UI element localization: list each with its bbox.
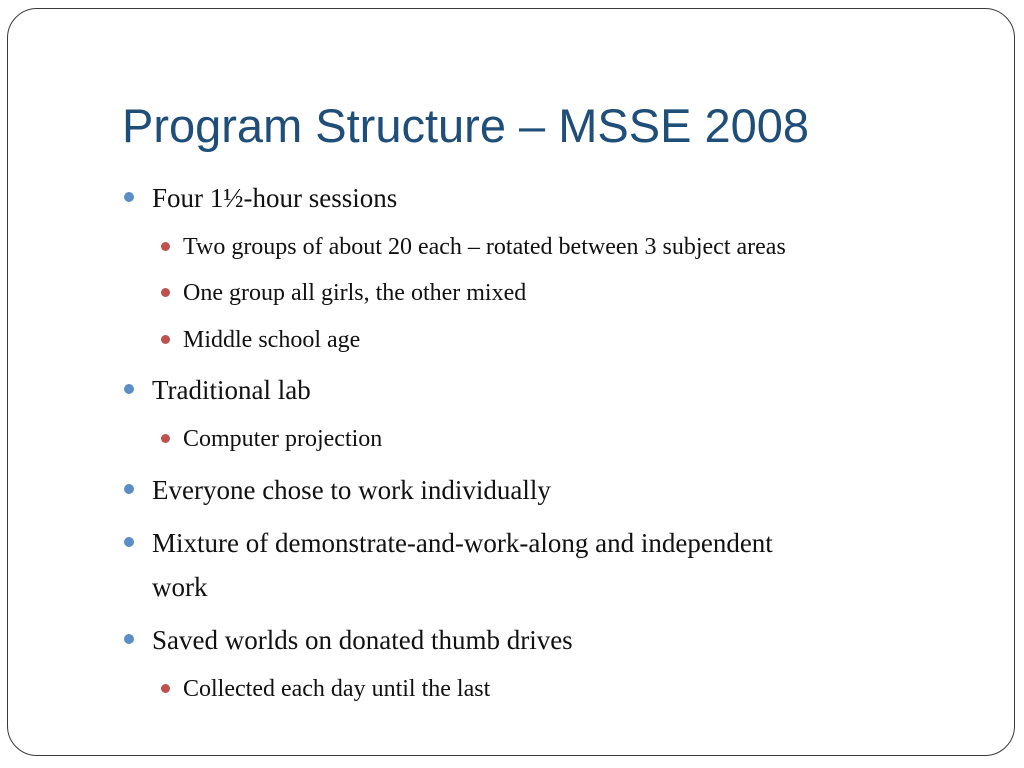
sub-bullet-dot-icon (161, 288, 170, 297)
bullet-dot-icon (124, 634, 134, 644)
sub-bullet-text: Two groups of about 20 each – rotated between 3 subject areas (183, 234, 786, 260)
bullet-item (152, 468, 551, 512)
slide-title: Program Structure – MSSE 2008 (122, 99, 810, 152)
bullet-text: Mixture of demonstrate-and-work-along and independent (152, 528, 773, 558)
sub-bullet-text: Collected each day until the last (183, 676, 491, 702)
sub-bullet-item (183, 671, 490, 707)
bullet-text-continuation: work (152, 572, 208, 602)
sub-bullet-item (183, 421, 382, 457)
bullet-text: Saved worlds on donated thumb drives (152, 625, 573, 655)
sub-bullet-dot-icon (161, 434, 170, 443)
bullet-item (152, 368, 311, 412)
bullet-item (152, 176, 397, 220)
bullet-text: Four 1½-hour sessions (152, 183, 398, 213)
bullet-text: Everyone chose to work individually (152, 475, 551, 505)
sub-bullet-text: Computer projection (183, 426, 383, 452)
bullet-dot-icon (124, 384, 134, 394)
slide (7, 8, 1015, 756)
bullet-item (152, 521, 773, 609)
bullet-dot-icon (124, 484, 134, 494)
sub-bullet-item (183, 322, 360, 358)
sub-bullet-dot-icon (161, 242, 170, 251)
sub-bullet-dot-icon (161, 335, 170, 344)
sub-bullet-item (183, 229, 786, 265)
sub-bullet-text: Middle school age (183, 327, 361, 353)
bullet-item (152, 618, 573, 662)
bullet-dot-icon (124, 192, 134, 202)
sub-bullet-text: One group all girls, the other mixed (183, 280, 527, 306)
bullet-text: Traditional lab (152, 375, 311, 405)
bullet-dot-icon (124, 537, 134, 547)
sub-bullet-item (183, 275, 526, 311)
sub-bullet-dot-icon (161, 684, 170, 693)
